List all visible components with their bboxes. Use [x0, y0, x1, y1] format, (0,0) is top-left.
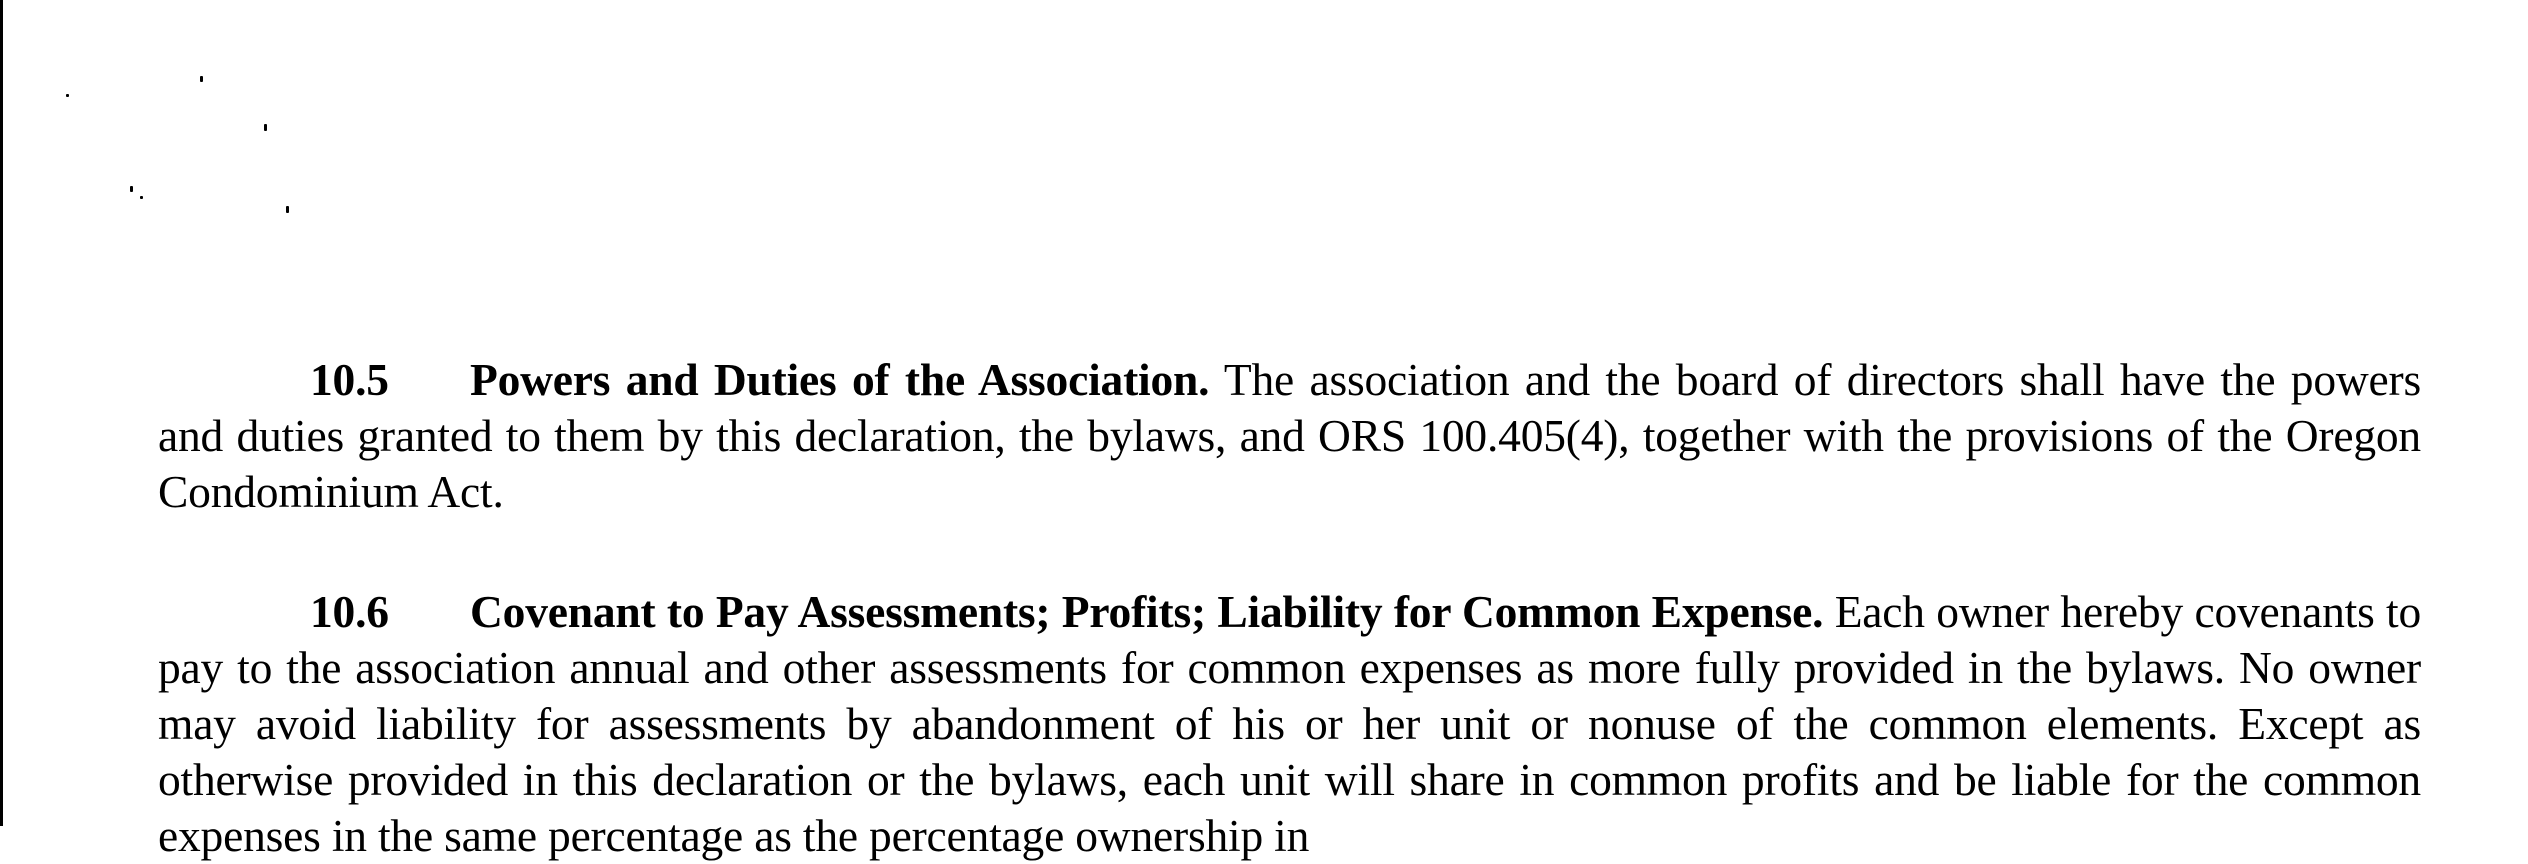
section-body: Each owner hereby covenants to pay to the association annual and other assessments for common expenses as more fully provided in the bylaws. No owner may avoid liability for assessments by abandonment of his or her unit or nonuse of the common elements. Except as otherwise provided in this declaration or the bylaws, each unit will share in common profits and be liable for the common expenses in the same percentage as the percentage ownership in	[158, 586, 2422, 861]
section-10-6	[158, 584, 2421, 864]
scan-speck	[140, 196, 143, 199]
section-number: 10.6	[310, 586, 389, 637]
scan-speck	[264, 124, 267, 131]
section-heading: Covenant to Pay Assessments; Profits; Liability for Common Expense.	[470, 586, 1824, 637]
section-10-5	[158, 352, 2421, 520]
section-heading: Powers and Duties of the Association.	[470, 354, 1210, 405]
scan-speck	[286, 206, 289, 213]
scan-speck	[200, 76, 203, 82]
scan-speck	[130, 186, 133, 192]
section-number: 10.5	[310, 354, 389, 405]
page-left-border	[0, 0, 3, 826]
scan-speck	[66, 94, 69, 97]
section-body: The association and the board of directors shall have the powers and duties granted to them by this declaration, the bylaws, and ORS 100.405(4), together with the provisions of the Oregon Condominium Act.	[158, 354, 2421, 517]
